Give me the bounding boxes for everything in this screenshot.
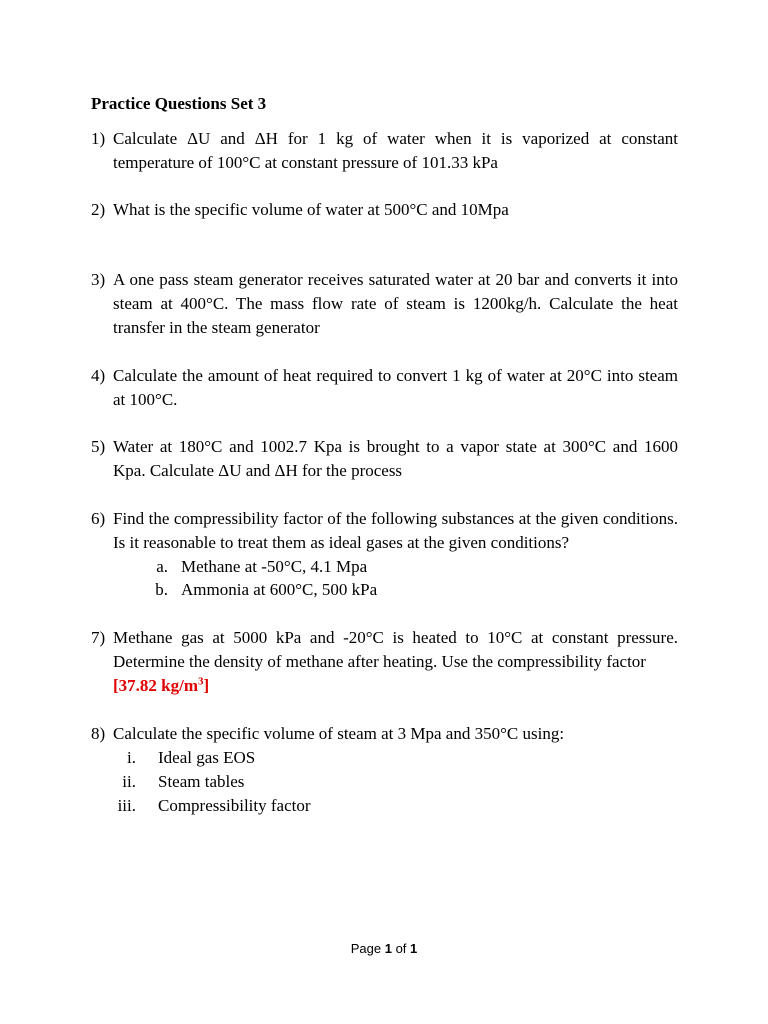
question-text: Methane gas at 5000 kPa and -20°C is heated to 10°C at constant pressure. Determine the density of methane after heating. Use the compressibility factor <box>113 628 678 671</box>
subitem-label: a. <box>156 557 168 576</box>
question-5 <box>91 435 678 483</box>
footer-total-pages: 1 <box>410 941 418 956</box>
subitem-label: i. <box>127 748 136 767</box>
subitem-text: Ideal gas EOS <box>158 748 256 767</box>
question-4 <box>91 364 678 412</box>
question-8 <box>91 722 678 746</box>
footer-current-page: 1 <box>384 941 392 956</box>
footer-of: of <box>395 941 407 956</box>
question-number: 4) <box>91 366 106 385</box>
subitem-text: Methane at -50°C, 4.1 Mpa <box>181 557 368 576</box>
question-text: Water at 180°C and 1002.7 Kpa is brought to a vapor state at 300°C and 1600 Kpa. Calculate ΔU and ΔH for the process <box>113 437 678 480</box>
subitem-text: Steam tables <box>158 772 245 791</box>
question-text: What is the specific volume of water at 500°C and 10Mpa <box>113 200 509 219</box>
subitem-text: Ammonia at 600°C, 500 kPa <box>181 580 378 599</box>
question-text: A one pass steam generator receives saturated water at 20 bar and converts it into steam at 400°C. The mass flow rate of steam is 1200kg/h. Calculate the heat transfer in the steam generator <box>113 270 678 337</box>
subitem-label: ii. <box>122 772 136 791</box>
question-number: 6) <box>91 509 106 528</box>
question-text: Calculate the amount of heat required to convert 1 kg of water at 20°C into steam at 100°C. <box>113 366 678 409</box>
question-number: 5) <box>91 437 106 456</box>
subitem-label: iii. <box>117 796 136 815</box>
footer-page-prefix: Page <box>350 941 382 956</box>
question-3 <box>91 268 678 340</box>
document-title: Practice Questions Set 3 <box>91 94 267 113</box>
question-2 <box>91 198 678 222</box>
question-number: 8) <box>91 724 106 743</box>
question-number: 7) <box>91 628 106 647</box>
question-number: 3) <box>91 270 106 289</box>
answer-value: [37.82 $kg/m^3$] <box>113 675 210 695</box>
question-text: Find the compressibility factor of the following substances at the given conditions. Is it reasonable to treat them as ideal gases at the given conditions? <box>113 509 678 552</box>
question-6 <box>91 507 678 555</box>
question-number: 1) <box>91 129 106 148</box>
subitem-label: b. <box>155 580 168 599</box>
question-7 <box>91 626 678 674</box>
question-1 <box>91 127 678 175</box>
page-footer <box>0 940 768 958</box>
answer-line <box>113 674 209 698</box>
question-text: Calculate the specific volume of steam at 3 Mpa and 350°C using: <box>113 724 565 743</box>
question-text: Calculate ΔU and ΔH for 1 kg of water when it is vaporized at constant temperature of 100°C at constant pressure of 101.33 kPa <box>113 129 678 172</box>
question-number: 2) <box>91 200 106 219</box>
subitem-text: Compressibility factor <box>158 796 311 815</box>
